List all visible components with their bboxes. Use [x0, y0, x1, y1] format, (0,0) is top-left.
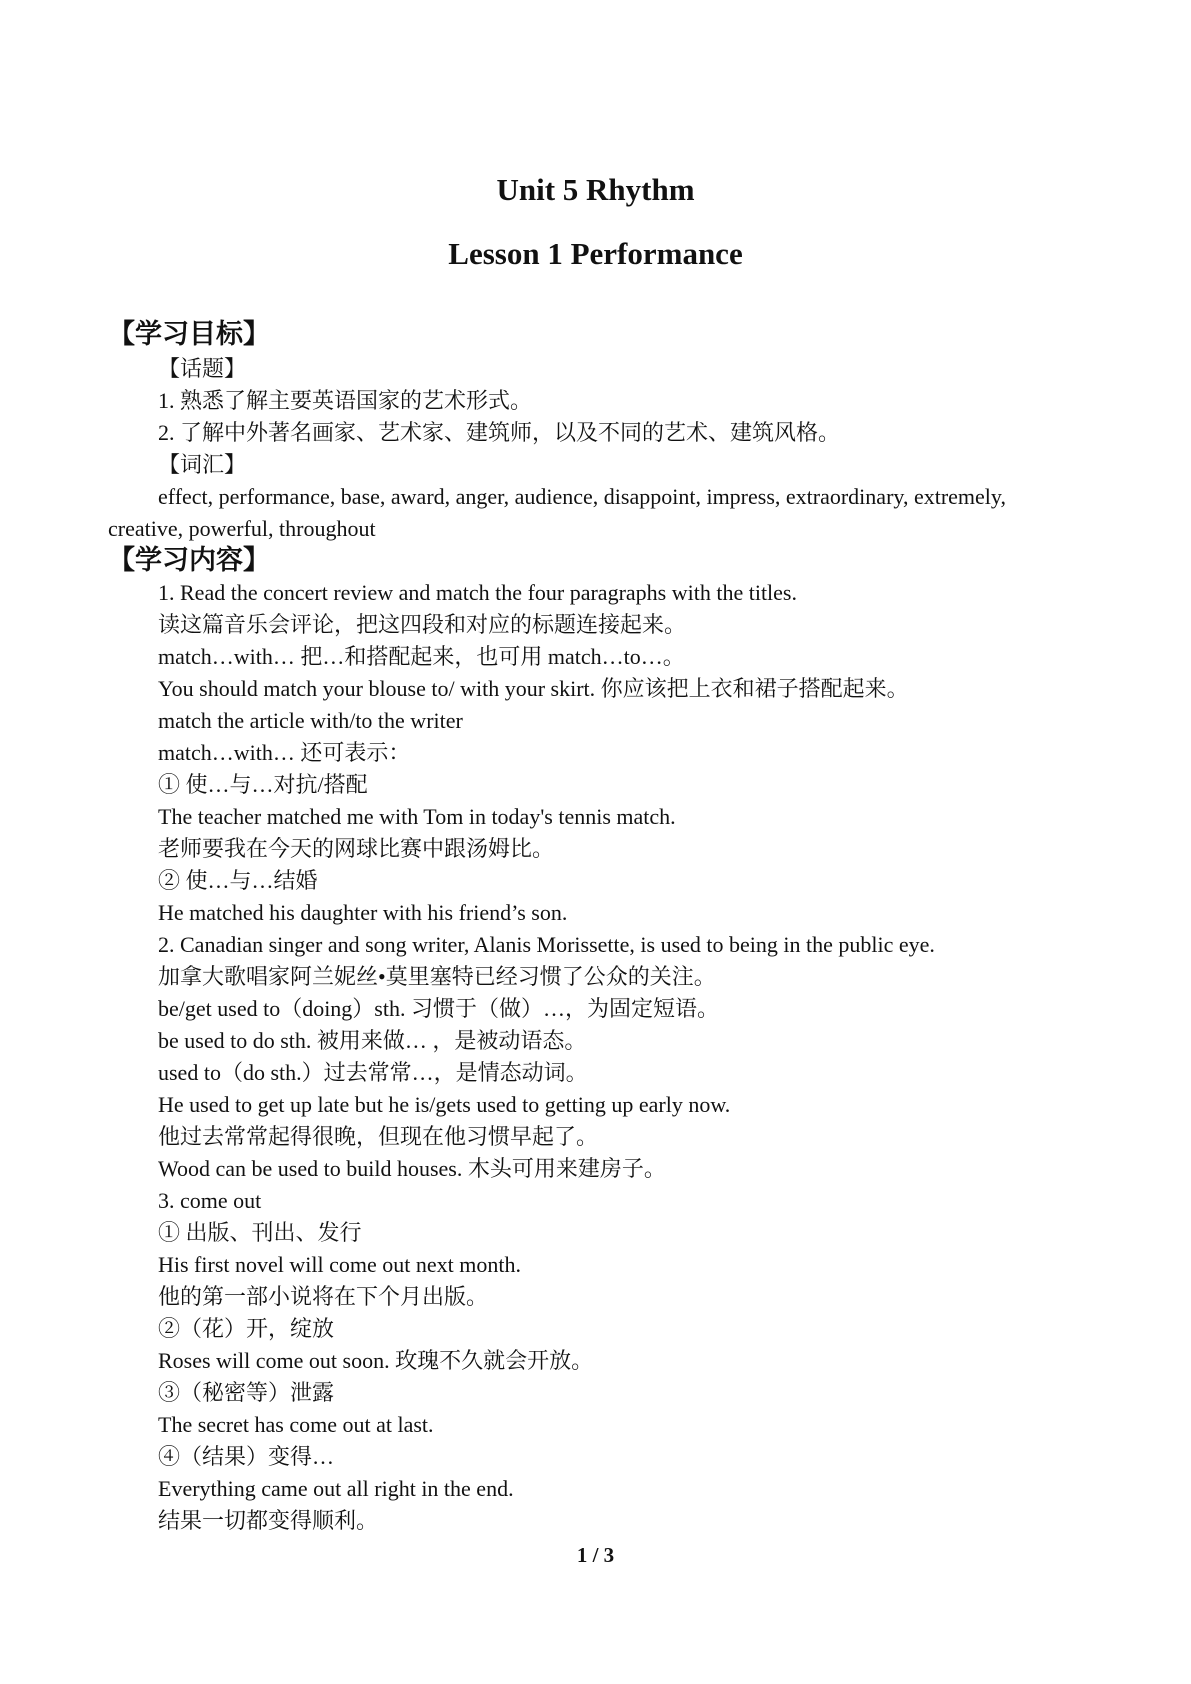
topic-item: 1. 熟悉了解主要英语国家的艺术形式。 [158, 388, 533, 413]
content-line: match…with… 还可表示： [158, 740, 411, 765]
unit-title: Unit 5 Rhythm [496, 172, 695, 207]
content-line: Wood can be used to build houses. 木头可用来建房子。 [158, 1156, 666, 1181]
content-line: ① 出版、刊出、发行 [158, 1220, 362, 1245]
content-line: You should match your blouse to/ with your skirt. 你应该把上衣和裙子搭配起来。 [158, 676, 909, 701]
content-line: match the article with/to the writer [158, 708, 463, 733]
content-line: used to（do sth.）过去常常…，是情态动词。 [158, 1060, 588, 1085]
vocab-label: 【词汇】 [158, 452, 247, 477]
content-line: He matched his daughter with his friend’s son. [158, 900, 568, 925]
lesson-title: Lesson 1 Performance [448, 236, 743, 271]
content-line: 1. Read the concert review and match the four paragraphs with the titles. [158, 580, 797, 605]
content-line: 他的第一部小说将在下个月出版。 [158, 1284, 489, 1309]
content-line: 他过去常常起得很晚，但现在他习惯早起了。 [158, 1124, 599, 1149]
content-line: ③（秘密等）泄露 [158, 1380, 335, 1405]
content-line: ① 使…与…对抗/搭配 [158, 772, 368, 797]
content-line: He used to get up late but he is/gets used to getting up early now. [158, 1092, 731, 1117]
topic-label: 【话题】 [158, 356, 247, 381]
content-line: 结果一切都变得顺利。 [158, 1508, 379, 1533]
content-line: ② 使…与…结婚 [158, 868, 318, 893]
content-line: ④（结果）变得… [158, 1444, 335, 1469]
content-line: 3. come out [158, 1188, 262, 1213]
content-line: The teacher matched me with Tom in today's tennis match. [158, 804, 676, 829]
content-line: The secret has come out at last. [158, 1412, 434, 1437]
content-line: 读这篇音乐会评论，把这四段和对应的标题连接起来。 [158, 612, 687, 637]
section-heading-content: 【学习内容】 [108, 545, 270, 576]
content-line: Everything came out all right in the end. [158, 1476, 514, 1501]
topic-item: 2. 了解中外著名画家、艺术家、建筑师，以及不同的艺术、建筑风格。 [158, 420, 841, 445]
vocab-line: creative, powerful, throughout [108, 516, 376, 541]
content-line: Roses will come out soon. 玫瑰不久就会开放。 [158, 1348, 594, 1373]
section-heading-objectives: 【学习目标】 [108, 319, 270, 350]
content-line: 加拿大歌唱家阿兰妮丝•莫里塞特已经习惯了公众的关注。 [158, 964, 716, 989]
content-line: ②（花）开，绽放 [158, 1316, 335, 1341]
content-line: 老师要我在今天的网球比赛中跟汤姆比。 [158, 836, 555, 861]
vocab-line: effect, performance, base, award, anger, audience, disappoint, impress, extraordinary, extremely, [158, 484, 1006, 509]
content-line: His first novel will come out next month. [158, 1252, 521, 1277]
content-line: be used to do sth. 被用来做… ，是被动语态。 [158, 1028, 587, 1053]
content-line: match…with… 把…和搭配起来，也可用 match…to…。 [158, 644, 685, 669]
page-number: 1 / 3 [576, 1543, 615, 1567]
content-line: be/get used to（doing）sth. 习惯于（做）…，为固定短语。 [158, 996, 719, 1021]
content-line: 2. Canadian singer and song writer, Alanis Morissette, is used to being in the public eye. [158, 932, 935, 957]
